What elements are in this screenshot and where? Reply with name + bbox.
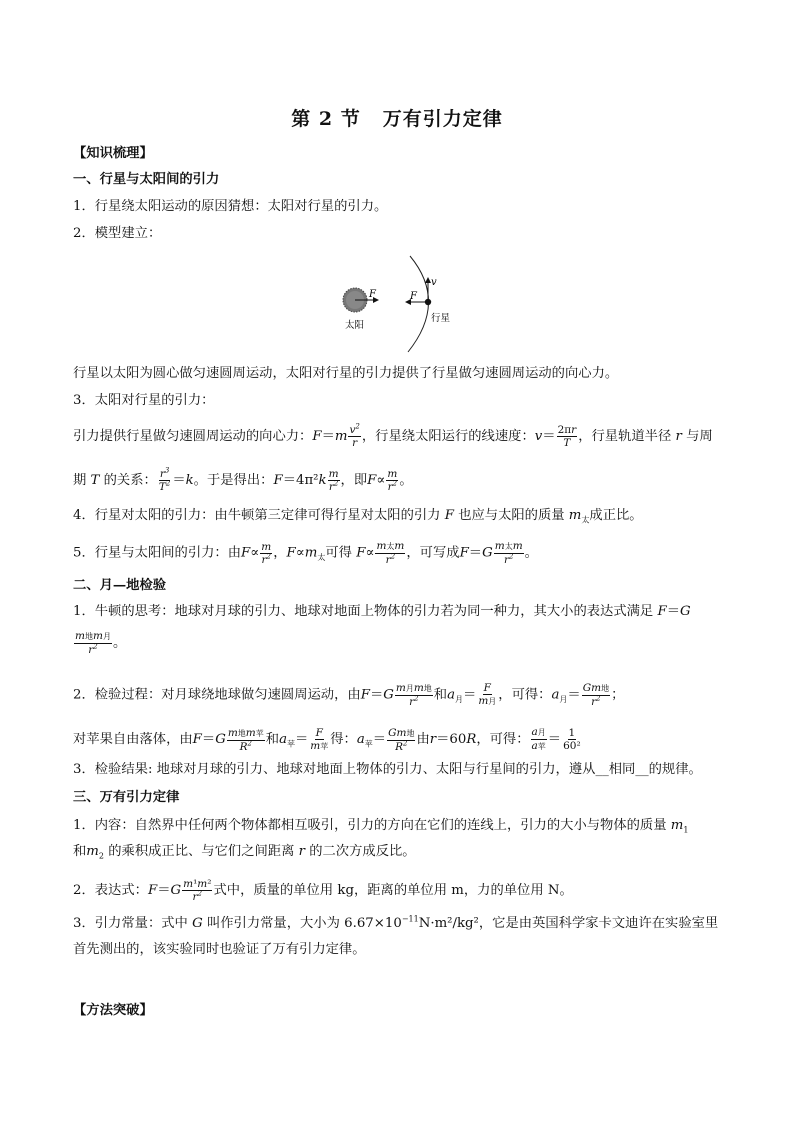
centripetal-fraction: $\frac{v^2}{r}$ [349, 422, 360, 449]
planet-force-label: F [410, 291, 417, 302]
para-3-4: 首先测出的，该实验同时也验证了万有引力定律。 [73, 942, 366, 957]
para-3-3: 3．引力常量：式中 G 叫作引力常量，大小为 $6.67\times 10^{-11}N\cdot m^2$/kg²，它是由英国科学家卡文迪许在实验室里 [73, 914, 719, 931]
para-1-4: 3．太阳对行星的引力： [73, 393, 215, 408]
para-2-4: 3．检验结果: 地球对月球的引力、地球对地面上物体的引力、太阳与行星间的引力，遵从__相同__的规律。 [73, 762, 702, 777]
velocity-fraction: $\frac{2\pi r}{T}$ [557, 424, 577, 449]
para-1-6: 期 T 的关系： $\frac{r^3}{T^2}$ ＝k。于是得出：F＝4π²k $\frac{m}{r^2}$ ，即F∝ $\frac{m}{r^2}$ 。 [73, 466, 413, 493]
planet-dot [425, 299, 431, 305]
para-3-1-cont: 和$m_2$ 的乘积成正比、与它们之间距离 r 的二次方成反比。 [73, 844, 416, 861]
para-1-1: 1．行星绕太阳运动的原因猜想：太阳对行星的引力。 [73, 199, 388, 214]
heading-moon-earth-test: 二、月—地检验 [73, 578, 167, 593]
heading-universal-gravitation: 三、万有引力定律 [73, 790, 180, 805]
para-3-1: 1．内容：自然界中任何两个物体都相互吸引，引力的方向在它们的连线上，引力的大小与物体的质量 $m_1$ [73, 818, 689, 835]
sun-planet-diagram [330, 252, 470, 354]
kepler-fraction: $\frac{r^3}{T^2}$ [158, 466, 171, 493]
page-title [0, 104, 794, 131]
section-name: 万有引力定律 [382, 108, 503, 130]
heading-planet-sun-force: 一、行星与太阳间的引力 [73, 172, 220, 187]
orbit-arc [408, 256, 429, 352]
sun-label: 太阳 [345, 320, 365, 331]
para-2-3: 对苹果自由落体，由F＝G $\frac{\text{m地m苹}}{R^2}$ 和$a_苹=$ $\frac{F}{\text{m苹}}$ 得：$a_苹=$ $\frac{\text{Gm地}}{R^2}$ 由r＝60R，可得： $\frac{\text{a月}}{\text{a苹}}$ ＝ $\frac{1}{\text{60²}}$ [73, 726, 581, 753]
para-1-3: 行星以太阳为圆心做匀速圆周运动，太阳对行星的引力提供了行星做匀速圆周运动的向心力。 [73, 366, 619, 381]
section-number: 第 2 节 [291, 108, 361, 130]
para-1-7: 4．行星对太阳的引力：由牛顿第三定律可得行星对太阳的引力 F 也应与太阳的质量 $m_太$成正比。 [73, 508, 643, 525]
para-2-1: 1．牛顿的思考：地球对月球的引力、地球对地面上物体的引力若为同一种力，其大小的表达式满足 F＝G [73, 604, 691, 619]
sun-force-label: F [369, 289, 376, 300]
para-2-2: 2．检验过程：对月球绕地球做匀速圆周运动，由F＝G $\frac{\text{m月m地}}{r^2}$ 和$a_月=$ $\frac{F}{\text{m月}}$ ，可得：$a_月=$ $\frac{\text{Gm地}}{r^2}$ ； [73, 682, 625, 708]
para-3-2: 2．表达式：F＝G $\frac{\text{m¹m²}}{r^2}$ 式中，质量的单位用 kg，距离的单位用 m，力的单位用 N。 [73, 878, 573, 903]
knowledge-header: 【知识梳理】 [73, 146, 153, 161]
para-1-2: 2．模型建立： [73, 226, 162, 241]
velocity-label: v [431, 277, 437, 288]
fill-blank-answer: 相同 [608, 762, 636, 777]
para-1-8: 5．行星与太阳间的引力：由F∝ $\frac{m}{r^2}$ ，$F\propto m_太$可得 F∝ $\frac{\text{m太m}}{r^2}$ ，可写成F＝G $\frac{\text{m太m}}{r^2}$ 。 [73, 540, 538, 566]
para-1-5: 引力提供行星做匀速圆周运动的向心力：F＝m $\frac{v^2}{r}$ ，行星绕太阳运行的线速度：v＝ $\frac{2\pi r}{T}$ ，行星轨道半径 r 与周 [73, 422, 713, 449]
planet-label: 行星 [431, 313, 451, 324]
para-2-1-cont: $\frac{\text{m地m月}}{r^2}$ 。 [75, 630, 127, 656]
method-header: 【方法突破】 [73, 1003, 153, 1018]
